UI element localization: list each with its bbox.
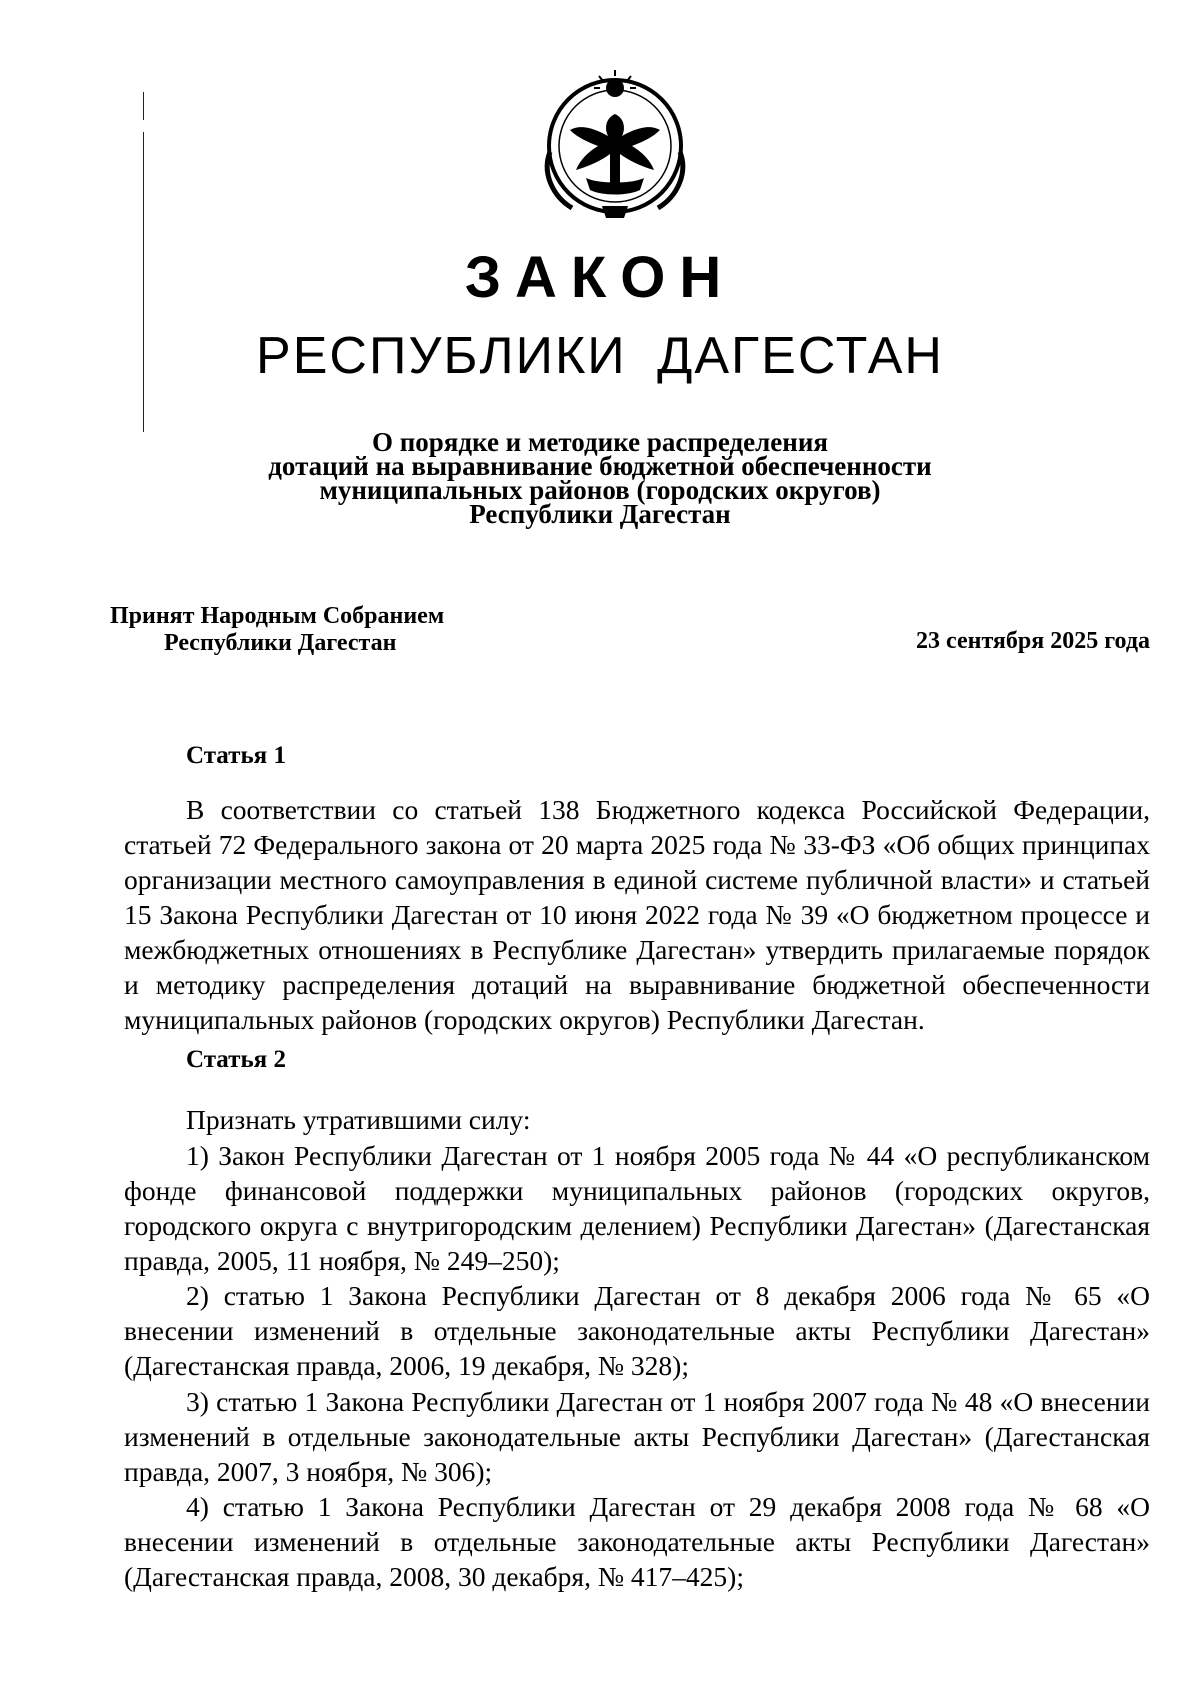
article-1-heading: Статья 1 — [186, 742, 286, 769]
adopted-by-line: Республики Дагестан — [164, 630, 397, 656]
document-subtitle: РЕСПУБЛИКИ ДАГЕСТАН — [256, 327, 944, 385]
repeal-item: 4) статью 1 Закона Республики Дагестан от 29 декабря 2008 года № 68 «О внесении изменений в отдельные законодательные акты Республики Дагестан» (Дагестанская правда, 2008, 30 декабря, № 417–425); — [124, 1491, 1150, 1592]
article-1-text: В соответствии со статьей 138 Бюджетного кодекса Российской Федерации, статьей 72 Федерального закона от 20 марта 2025 года № 33-ФЗ «Об общих принципах организации местного самоуправления в единой системе публичной власти» и статьей 15 Закона Республики Дагестан от 10 июня 2022 года № 39 «О бюджетном процессе и межбюджетных отношениях в Республике Дагестан» утвердить прилагаемые порядок и методику распределения дотаций на выравнивание бюджетной обеспеченности муниципальных районов (городских округов) Республики Дагестан. — [124, 794, 1150, 1035]
margin-rule — [143, 92, 144, 120]
repeal-item: 1) Закон Республики Дагестан от 1 ноября 2005 года № 44 «О республиканском фонде финансовой поддержки муниципальных районов (городских округов, городского округа с внутригородским делением) Республики Дагестан» (Дагестанская правда, 2005, 11 ноября, № 249–250); — [124, 1140, 1150, 1276]
dagestan-coat-of-arms-icon — [536, 66, 694, 226]
document-title: ЗАКОН — [464, 245, 736, 310]
repeal-item: 2) статью 1 Закона Республики Дагестан от 8 декабря 2006 года № 65 «О внесении изменений в отдельные законодательные акты Республики Дагестан» (Дагестанская правда, 2006, 19 декабря, № 328); — [124, 1280, 1150, 1381]
subject-line: Республики Дагестан — [469, 499, 731, 529]
subject-line: О порядке и методике распределения — [371, 427, 829, 457]
article-2-intro: Признать утратившими силу: — [186, 1104, 531, 1135]
subject-line: дотаций на выравнивание бюджетной обеспеченности — [268, 451, 932, 481]
adopted-by-line: Принят Народным Собранием — [110, 603, 445, 629]
repeal-item: 3) статью 1 Закона Республики Дагестан от 1 ноября 2007 года № 48 «О внесении изменений в отдельные законодательные акты Республики Дагестан» (Дагестанская правда, 2007, 3 ноября, № 306); — [124, 1386, 1150, 1487]
adopted-by — [110, 603, 444, 657]
adoption-date: 23 сентября 2025 года — [916, 628, 1150, 654]
law-subject — [180, 427, 1020, 529]
article-2-heading: Статья 2 — [186, 1046, 286, 1073]
subject-line: муниципальных районов (городских округов) — [319, 475, 881, 505]
